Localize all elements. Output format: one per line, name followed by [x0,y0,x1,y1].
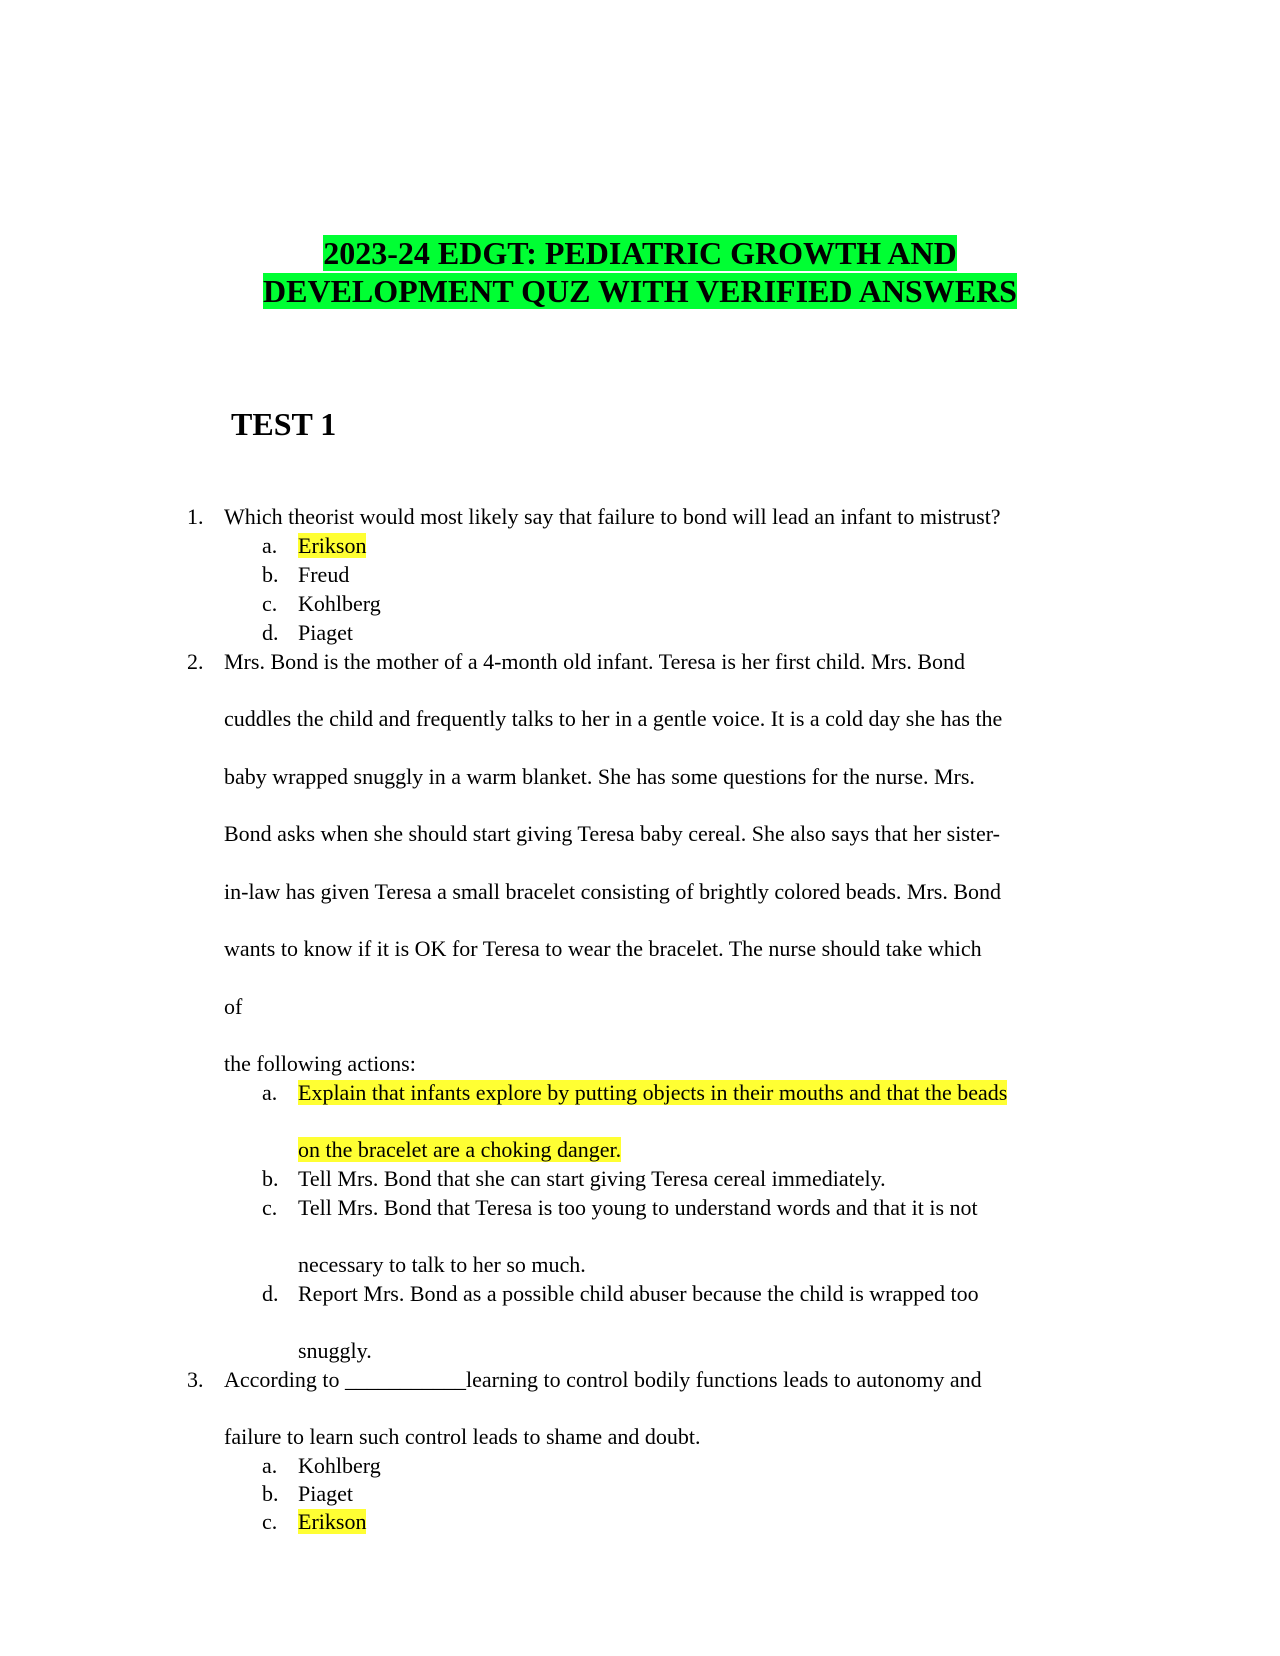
option-letter: a. [262,533,278,558]
option-letter: a. [262,1453,278,1478]
option-text-line [298,1508,366,1536]
option-text-line: Freud [298,562,350,587]
option-text-line: Piaget [298,1481,353,1506]
option-text-line: Tell Mrs. Bond that she can start giving Teresa cereal immediately. [298,1166,886,1191]
question-text-line: wants to know if it is OK for Teresa to wear the bracelet. The nurse should take which [224,936,982,961]
question-text-line: the following actions: [224,1051,416,1076]
option-text-line: Kohlberg [298,1453,381,1478]
question-text-line: Which theorist would most likely say that failure to bond will lead an infant to mistrust? [224,504,1001,529]
option-letter: d. [262,1281,279,1306]
question-text-line: Mrs. Bond is the mother of a 4-month old infant. Teresa is her first child. Mrs. Bond [224,649,966,674]
question-number: 3. [187,1367,204,1392]
option-letter: b. [262,1166,279,1191]
option-text-line: Piaget [298,620,353,645]
option-text-line: Report Mrs. Bond as a possible child abuser because the child is wrapped too [298,1281,979,1306]
option-letter: b. [262,1481,279,1506]
option-text-line [298,1079,1007,1107]
option-text-line: Kohlberg [298,591,381,616]
question-text-line: Bond asks when she should start giving Teresa baby cereal. She also says that her sister- [224,821,1000,846]
correct-answer-highlight: Erikson [298,533,367,558]
question-text-line: cuddles the child and frequently talks to her in a gentle voice. It is a cold day she has the [224,706,1003,731]
option-text-line [298,532,366,560]
option-text-line: Tell Mrs. Bond that Teresa is too young to understand words and that it is not [298,1195,978,1220]
question-text-line: failure to learn such control leads to shame and doubt. [224,1424,701,1449]
section-heading: TEST 1 [231,406,337,442]
option-letter: c. [262,1195,278,1220]
correct-answer-highlight: Erikson [298,1509,367,1534]
question-text-line: According to ___________learning to control bodily functions leads to autonomy and [224,1367,982,1392]
option-text-line: necessary to talk to her so much. [298,1252,586,1277]
question-text-line: in-law has given Teresa a small bracelet consisting of brightly colored beads. Mrs. Bond [224,879,1002,904]
option-letter: c. [262,1509,278,1534]
option-letter: b. [262,562,279,587]
question-text-line: of [224,994,243,1019]
question-number: 2. [187,649,204,674]
question-text-line: baby wrapped snuggly in a warm blanket. She has some questions for the nurse. Mrs. [224,764,975,789]
document-title [0,234,1280,310]
option-letter: c. [262,591,278,616]
option-letter: a. [262,1080,278,1105]
option-letter: d. [262,620,279,645]
question-number: 1. [187,504,204,529]
document-title-line-1: 2023-24 EDGT: PEDIATRIC GROWTH AND [323,235,957,271]
document-title-line-2: DEVELOPMENT QUZ WITH VERIFIED ANSWERS [263,273,1017,309]
option-text-line: snuggly. [298,1338,372,1363]
option-text-line [298,1136,621,1164]
correct-answer-highlight: on the bracelet are a choking danger. [298,1137,622,1162]
correct-answer-highlight: Explain that infants explore by putting objects in their mouths and that the beads [298,1080,1008,1105]
